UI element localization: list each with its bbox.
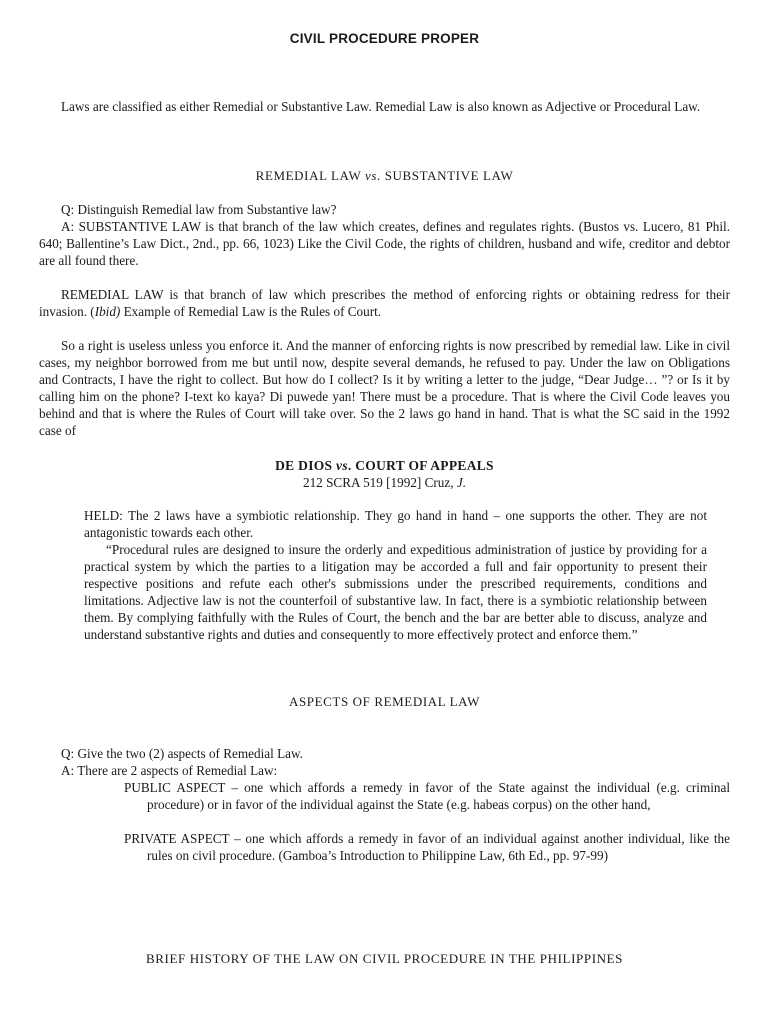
case-title: DE DIOS vs. COURT OF APPEALS bbox=[275, 458, 494, 473]
case-held-block bbox=[84, 507, 707, 643]
remedial-law-definition: REMEDIAL LAW is that branch of law which prescribes the method of enforcing rights or obtaining redress for their invasion. (Ibid) Example of Remedial Law is the Rules of Court. bbox=[39, 287, 730, 319]
case-held: HELD: The 2 laws have a symbiotic relationship. They go hand in hand – one supports the other. They are not antagonistic towards each other. bbox=[84, 508, 707, 540]
heading-remedial-vs-substantive: REMEDIAL LAW vs. SUBSTANTIVE LAW bbox=[255, 168, 514, 183]
case-citation: 212 SCRA 519 [1992] Cruz, J. bbox=[302, 475, 466, 490]
case-quote: “Procedural rules are designed to insure the orderly and expeditious administration of justice by providing for a practical system by which the parties to a litigation may be accorded a full and fair opportunity to present their respective positions and refute each other's submissions under the prescribed requirements, conditions and limitations. Adjective law is not the counterfoil of substantive law. In fact, there is a symbiotic relationship between them. By complying faithfully with the Rules of Court, the bench and the bar are better able to discuss, analyze and understand substantive rights and duties and consequently to more effectively protect and enforce them.” bbox=[84, 542, 707, 642]
answer-aspects: A: There are 2 aspects of Remedial Law: bbox=[61, 763, 278, 778]
document-title: CIVIL PROCEDURE PROPER bbox=[289, 31, 480, 46]
qa-aspects bbox=[39, 745, 730, 864]
public-aspect: PUBLIC ASPECT – one which affords a remedy in favor of the State against the individual (e.g. criminal procedure) or in favor of the individual against the State (e.g. habeas corpus) on the other hand, bbox=[124, 780, 730, 812]
intro-paragraph: Laws are classified as either Remedial or Substantive Law. Remedial Law is also known as Adjective or Procedural Law. bbox=[61, 99, 701, 114]
question-distinguish: Q: Distinguish Remedial law from Substantive law? bbox=[61, 202, 337, 217]
answer-substantive-law: A: SUBSTANTIVE LAW is that branch of the law which creates, defines and regulates rights. (Bustos vs. Lucero, 81 Phil. 640; Ballentine’s Law Dict., 2nd., pp. 66, 1023) Like the Civil Code, the rights of children, husband and wife, creditor and debtor are all found there. bbox=[39, 219, 730, 268]
private-aspect: PRIVATE ASPECT – one which affords a remedy in favor of an individual against another individual, like the rules on civil procedure. (Gamboa’s Introduction to Philippine Law, 6th Ed., pp. 97-99) bbox=[124, 831, 730, 863]
qa-distinguish bbox=[39, 201, 730, 269]
heading-aspects: ASPECTS OF REMEDIAL LAW bbox=[288, 694, 481, 709]
question-aspects: Q: Give the two (2) aspects of Remedial Law. bbox=[61, 746, 303, 761]
heading-brief-history: BRIEF HISTORY OF THE LAW ON CIVIL PROCEDURE IN THE PHILIPPINES bbox=[146, 951, 623, 966]
paragraph-right-useless: So a right is useless unless you enforce it. And the manner of enforcing rights is now prescribed by remedial law. Like in civil cases, my neighbor borrowed from me but until now, despite several demands, he refused to pay. Under the law on Obligations and Contracts, I have the right to collect. But how do I collect? Is it by writing a letter to the judge, “Dear Judge… ”? or Is it by calling him on the phone? I-text ko kaya? Di puwede yan! There must be a procedure. That is where the Civil Code leaves you behind and that is where the Rules of Court will take over. So the 2 laws go hand in hand. That is what the SC said in the 1992 case of bbox=[39, 338, 730, 438]
